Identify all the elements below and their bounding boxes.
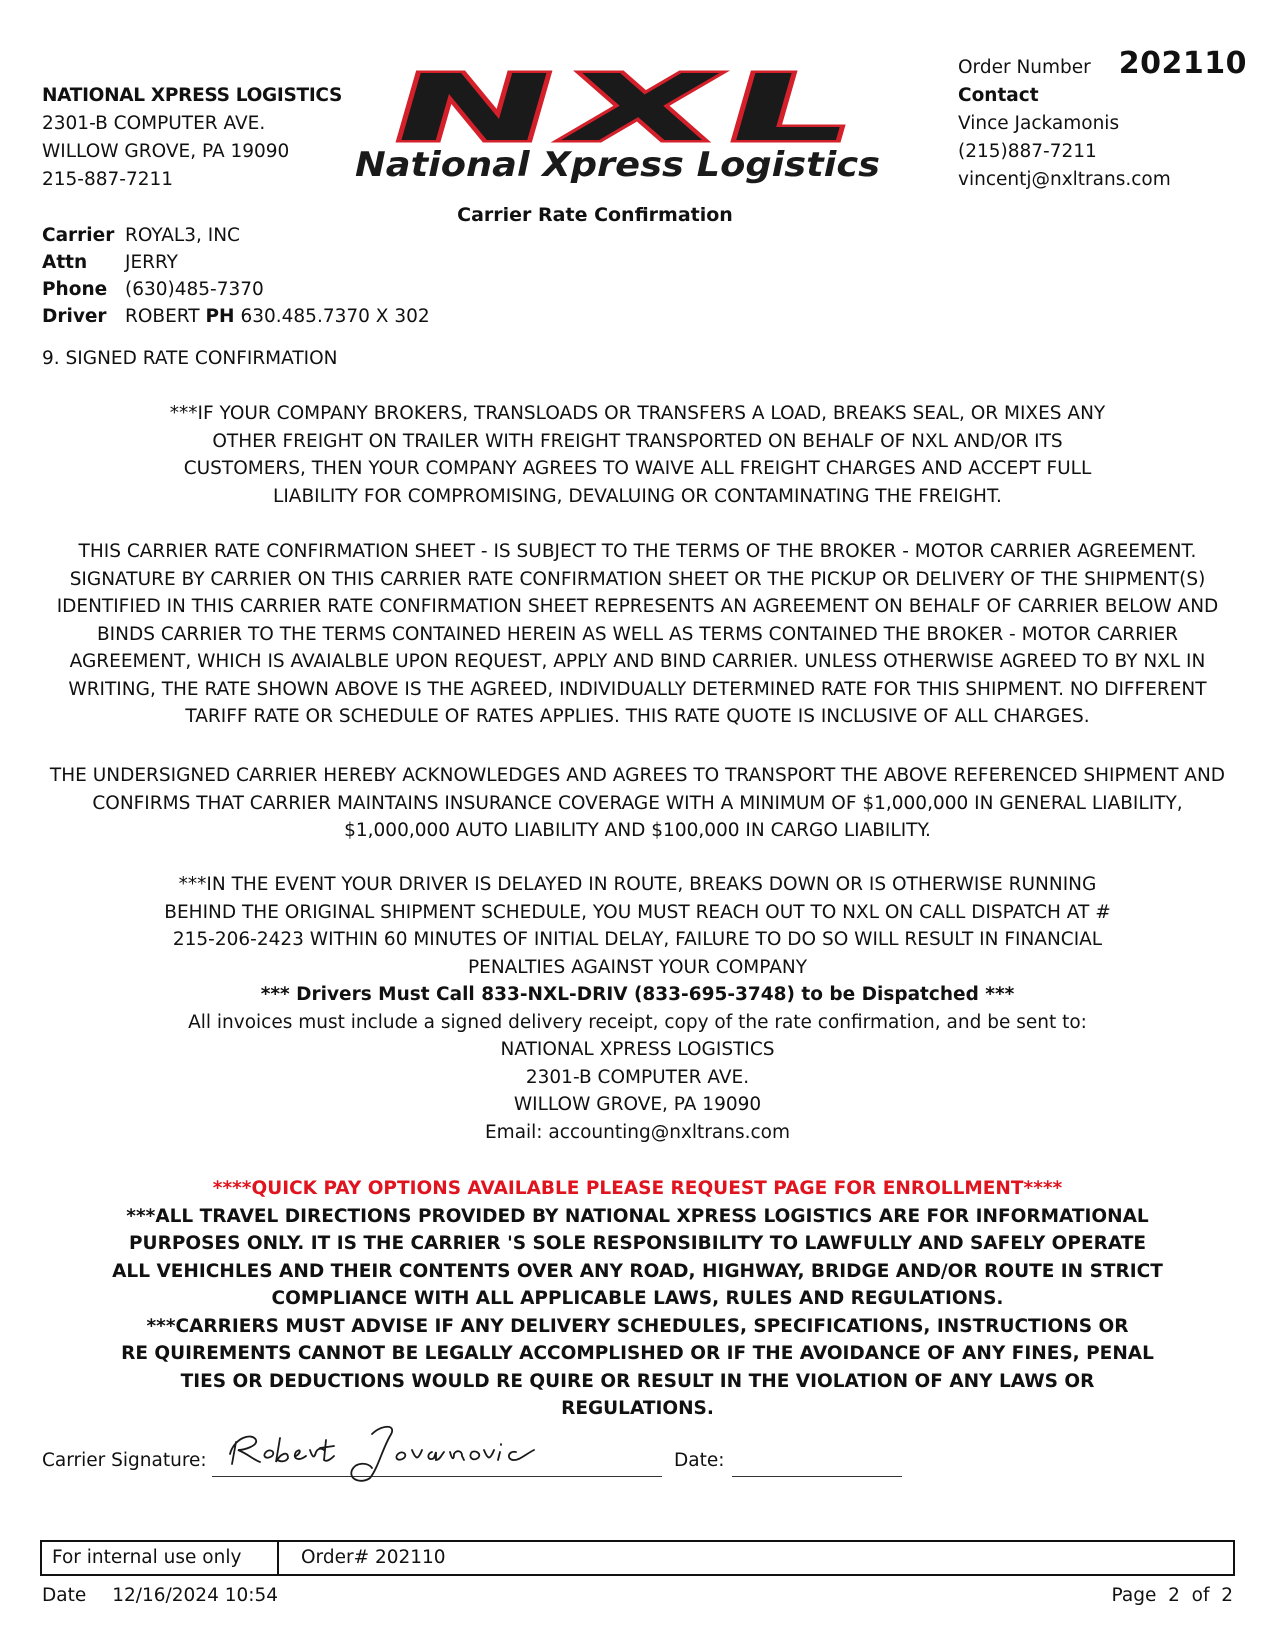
company-phone: 215-887-7211 [42, 169, 174, 190]
phone-value: (630)485-7370 [125, 279, 264, 300]
text-line: SIGNATURE BY CARRIER ON THIS CARRIER RATE CONFIRMATION SHEET OR THE PICKUP OR DELIVERY OF THE SHIPMENT(S) [69, 568, 1206, 590]
footer-date-value: 12/16/2024 10:54 [112, 1585, 279, 1606]
logo-letters: NXL [377, 66, 633, 163]
attn-value: JERRY [125, 252, 178, 273]
text-line: $1,000,000 AUTO LIABILITY AND $100,000 IN CARGO LIABILITY. [344, 820, 931, 841]
order-number-value: 202110 [1118, 46, 1248, 81]
text-line: 215-206-2423 WITHIN 60 MINUTES OF INITIAL DELAY, FAILURE TO DO SO WILL RESULT IN FINANCIAL [172, 929, 1103, 950]
terms-paragraph-3 [40, 762, 1235, 845]
text-line: THIS CARRIER RATE CONFIRMATION SHEET - IS SUBJECT TO THE TERMS OF THE BROKER - MOTOR CARRIER AGREEMENT. [78, 541, 1197, 562]
terms-paragraph-4 [40, 871, 1235, 1146]
handwritten-signature [222, 1420, 542, 1486]
text-line: BEHIND THE ORIGINAL SHIPMENT SCHEDULE, YOU MUST REACH OUT TO NXL ON CALL DISPATCH AT # [164, 901, 1111, 923]
driver-row [42, 303, 502, 330]
driver-label: Driver [42, 306, 107, 327]
order-number-label: Order Number [958, 57, 1091, 78]
text-line: CONFIRMS THAT CARRIER MAINTAINS INSURANCE COVERAGE WITH A MINIMUM OF $1,000,000 IN GENERAL LIABILITY, [92, 792, 1183, 814]
internal-use-box [40, 1540, 1235, 1576]
invoice-email: Email: accounting@nxltrans.com [484, 1121, 790, 1143]
text-line: ***IF YOUR COMPANY BROKERS, TRANSLOADS OR TRANSFERS A LOAD, BREAKS SEAL, OR MIXES ANY [169, 403, 1106, 424]
company-info [42, 82, 362, 194]
text-line: OTHER FREIGHT ON TRAILER WITH FREIGHT TRANSPORTED ON BEHALF OF NXL AND/OR ITS [212, 430, 1063, 452]
document-title: Carrier Rate Confirmation [457, 204, 733, 226]
company-address-line2: WILLOW GROVE, PA 19090 [42, 141, 290, 162]
invoice-instructions: All invoices must include a signed delivery receipt, copy of the rate confirmation, and be sent to: [188, 1011, 1087, 1033]
terms-paragraph-1 [40, 400, 1235, 510]
attn-label: Attn [42, 252, 88, 273]
footer-date [42, 1585, 278, 1606]
carrier-label: Carrier [42, 225, 115, 246]
nxl-logo-graphic [345, 66, 905, 188]
text-line: REGULATIONS. [561, 1398, 714, 1419]
text-line: PENALTIES AGAINST YOUR COMPANY [467, 956, 808, 978]
phone-row [42, 276, 502, 303]
internal-order-number: Order# 202110 [301, 1547, 446, 1568]
text-line: ALL VEHICHLES AND THEIR CONTENTS OVER ANY ROAD, HIGHWAY, BRIDGE AND/OR ROUTE IN STRICT [112, 1260, 1163, 1282]
text-line: BINDS CARRIER TO THE TERMS CONTAINED HEREIN AS WELL AS TERMS CONTAINED THE BROKER - MOTOR CARRIER [96, 623, 1179, 645]
carrier-signature-label: Carrier Signature: [42, 1450, 207, 1471]
text-line: COMPLIANCE WITH ALL APPLICABLE LAWS, RULES AND REGULATIONS. [271, 1288, 1004, 1309]
terms-paragraph-2 [40, 538, 1235, 731]
footer-date-label: Date [42, 1585, 87, 1606]
nxl-logo [345, 66, 905, 188]
section-heading: 9. SIGNED RATE CONFIRMATION [42, 348, 338, 369]
dispatch-notice: *** Drivers Must Call 833-NXL-DRIV (833-695-3748) to be Dispatched *** [260, 984, 1015, 1005]
text-line: PURPOSES ONLY. IT IS THE CARRIER 'S SOLE RESPONSIBILITY TO LAWFULLY AND SAFELY OPERATE [129, 1233, 1146, 1254]
text-line: CUSTOMERS, THEN YOUR COMPANY AGREES TO WAIVE ALL FREIGHT CHARGES AND ACCEPT FULL [183, 458, 1092, 479]
contact-name: Vince Jackamonis [958, 113, 1120, 134]
page-number: Page 2 of 2 [1111, 1585, 1233, 1606]
attn-row [42, 249, 502, 276]
signature-row [42, 1420, 942, 1480]
quick-pay-notice: ****QUICK PAY OPTIONS AVAILABLE PLEASE REQUEST PAGE FOR ENROLLMENT**** [212, 1178, 1063, 1199]
signature-date-label: Date: [674, 1450, 725, 1471]
contact-email[interactable]: vincentj@nxltrans.com [958, 169, 1171, 190]
invoice-address-line1: 2301-B COMPUTER AVE. [525, 1066, 750, 1088]
driver-name: ROBERT [125, 306, 200, 327]
text-line: ***CARRIERS MUST ADVISE IF ANY DELIVERY SCHEDULES, SPECIFICATIONS, INSTRUCTIONS OR [146, 1315, 1129, 1337]
logo-tagline: National Xpress Logistics [355, 145, 880, 185]
invoice-address-line2: WILLOW GROVE, PA 19090 [513, 1094, 762, 1115]
carrier-row [42, 222, 502, 249]
text-line: LIABILITY FOR COMPROMISING, DEVALUING OR CONTAMINATING THE FREIGHT. [273, 485, 1002, 507]
company-address-line1: 2301-B COMPUTER AVE. [42, 113, 266, 134]
text-line: WRITING, THE RATE SHOWN ABOVE IS THE AGREED, INDIVIDUALLY DETERMINED RATE FOR THIS SHIPMENT. NO DIFFERENT [68, 678, 1207, 700]
contact-phone: (215)887-7211 [958, 141, 1097, 162]
carrier-info [42, 222, 502, 330]
company-name: NATIONAL XPRESS LOGISTICS [42, 85, 343, 106]
contact-heading: Contact [958, 85, 1039, 106]
driver-ph-value: 630.485.7370 X 302 [240, 306, 430, 327]
text-line: RE QUIREMENTS CANNOT BE LEGALLY ACCOMPLISHED OR IF THE AVOIDANCE OF ANY FINES, PENAL [121, 1343, 1154, 1364]
text-line: ***IN THE EVENT YOUR DRIVER IS DELAYED IN ROUTE, BREAKS DOWN OR IS OTHERWISE RUNNING [178, 874, 1097, 895]
text-line: AGREEMENT, WHICH IS AVAIALBLE UPON REQUEST, APPLY AND BIND CARRIER. UNLESS OTHERWISE AGREED TO BY NXL IN [69, 651, 1206, 672]
invoice-company: NATIONAL XPRESS LOGISTICS [500, 1039, 775, 1060]
phone-label: Phone [42, 279, 108, 300]
signature-date-field[interactable] [732, 1476, 902, 1477]
carrier-value: ROYAL3, INC [125, 225, 240, 246]
terms-paragraph-5 [40, 1175, 1235, 1423]
text-line: THE UNDERSIGNED CARRIER HEREBY ACKNOWLEDGES AND AGREES TO TRANSPORT THE ABOVE REFERENCED SHIPMENT AND [49, 765, 1226, 786]
text-line: IDENTIFIED IN THIS CARRIER RATE CONFIRMATION SHEET REPRESENTS AN AGREEMENT ON BEHALF OF CARRIER BELOW AND [56, 596, 1219, 617]
internal-use-label: For internal use only [42, 1542, 279, 1574]
order-number-block [958, 46, 1258, 81]
text-line: TARIFF RATE OR SCHEDULE OF RATES APPLIES. THIS RATE QUOTE IS INCLUSIVE OF ALL CHARGES. [185, 706, 1090, 727]
driver-ph-label: PH [205, 306, 235, 327]
text-line: TIES OR DEDUCTIONS WOULD RE QUIRE OR RESULT IN THE VIOLATION OF ANY LAWS OR [180, 1370, 1095, 1392]
contact-block [958, 82, 1258, 194]
text-line: ***ALL TRAVEL DIRECTIONS PROVIDED BY NATIONAL XPRESS LOGISTICS ARE FOR INFORMATIONAL [126, 1205, 1149, 1227]
